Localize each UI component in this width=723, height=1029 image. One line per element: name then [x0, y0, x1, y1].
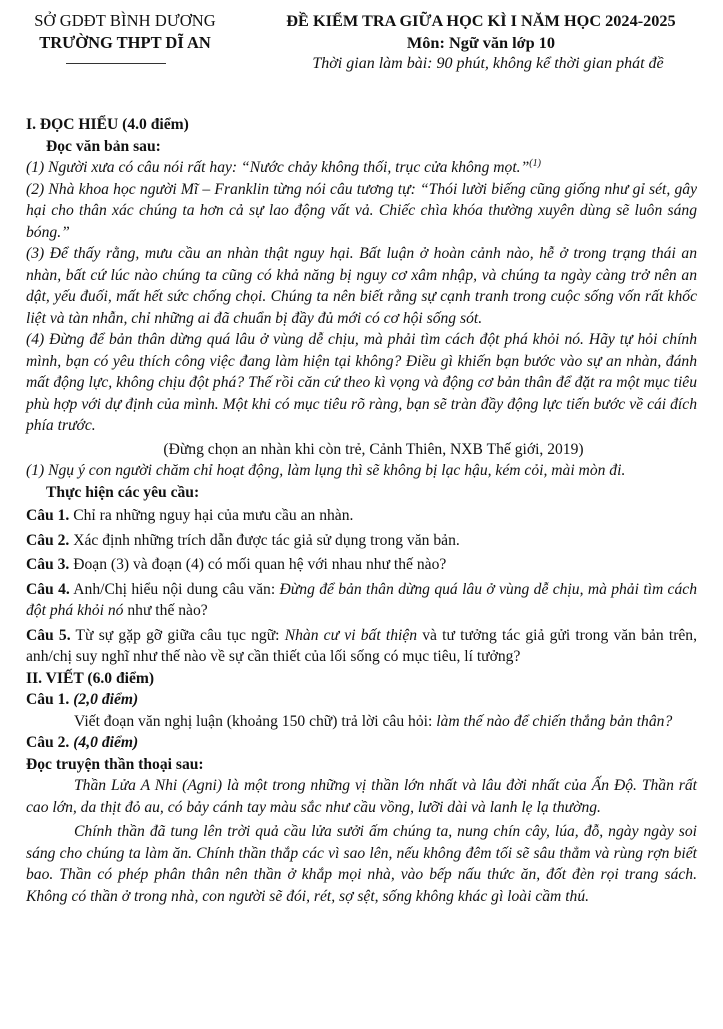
- question-1: [26, 505, 697, 527]
- part1-heading: I. ĐỌC HIỂU (4.0 điểm): [26, 116, 189, 133]
- question-points: (4,0 điểm): [73, 734, 139, 751]
- question-3: [26, 554, 697, 576]
- question-text: Từ sự gặp gỡ giữa câu tục ngữ:: [70, 626, 285, 644]
- question-label: Câu 4.: [26, 580, 70, 598]
- question-text: Chỉ ra những nguy hại của mưu cầu an nhàn.: [69, 507, 354, 524]
- passage-source: (Đừng chọn an nhàn khi còn trẻ, Cảnh Thiên, NXB Thế giới, 2019): [163, 440, 584, 458]
- header-right: [243, 10, 719, 75]
- question-tail: như thế nào?: [123, 602, 208, 619]
- time-line: Thời gian làm bài: 90 phút, không kể thời gian phát đề: [312, 55, 664, 72]
- question-4: [26, 579, 697, 622]
- question-5: [26, 625, 697, 668]
- header-left: [0, 10, 250, 53]
- question-label: Câu 3.: [26, 556, 70, 573]
- passage-paragraph-3: (3) Để thấy rằng, mưu cầu an nhàn thật nguy hại. Bất luận ở hoàn cảnh nào, hễ ở trong trạng thái an nhàn, bất cứ lúc nào chúng ta cũng có khả năng bị nguy cơ xâm nhập, và chúng ta ngày càng trở nên an dật, yếu đuối, mất hết sức chống chọi. Chúng ta nên biết rằng sự cạnh tranh trong cuộc sống vốn rất khốc liệt và tàn nhẫn, chỉ những ai đã chuẩn bị đầy đủ mới có cơ hội sống sót.: [26, 245, 697, 327]
- question-quote: Đừng để bản thân dừng quá lâu ở vùng dễ chịu, mà phải tìm cách đột phá khỏi nó: [26, 580, 697, 619]
- writing-question-1-title: [26, 689, 697, 711]
- question-quote: làm thế nào để chiến thắng bản thân?: [436, 712, 673, 730]
- passage-paragraph-1-text: (1) Người xưa có câu nói rất hay: “Nước chảy không thối, trục cửa không mọt.”: [26, 159, 530, 176]
- question-points: (2,0 điểm): [73, 691, 139, 708]
- writing-question-1-text: [26, 711, 697, 733]
- part2-heading: II. VIẾT (6.0 điểm): [26, 669, 155, 687]
- header-divider: [66, 63, 166, 64]
- footnote-marker: (1): [529, 157, 541, 169]
- question-text: Xác định những trích dẫn được tác giả sử dụng trong văn bản.: [69, 531, 460, 549]
- story-paragraph-2: Chính thần đã tung lên trời quả cầu lửa sưởi ấm chúng ta, nung chín cây, lúa, đỗ, ngày ngày soi sáng cho chúng ta làm ăn. Chính thần thắp các vì sao lên, nếu không đêm tối sẽ sâu thẳm và rùng rợn biết bao. Thần có phép phân thân nên thần ở khắp mọi nhà, vào bếp nấu thức ăn, đốt đèn rọi trang sách. Không có thần ở trong nhà, con người sẽ đói, rét, sợ sệt, sống không khác gì loài cầm thú.: [26, 823, 697, 905]
- question-text: Anh/Chị hiểu nội dung câu văn:: [69, 580, 280, 598]
- read-label: Đọc văn bản sau:: [46, 137, 161, 155]
- subject-line: Môn: Ngữ văn lớp 10: [406, 32, 556, 52]
- school-name: TRƯỜNG THPT DĨ AN: [39, 32, 211, 52]
- department-name: SỞ GDĐT BÌNH DƯƠNG: [34, 11, 216, 30]
- footnote: (1) Ngụ ý con người chăm chỉ hoạt động, làm lụng thì sẽ không bị lạc hậu, kém cỏi, mài mòn đi.: [26, 462, 626, 479]
- question-label: Câu 1.: [26, 691, 70, 708]
- question-2: [26, 530, 697, 552]
- question-label: Câu 2.: [26, 734, 70, 751]
- story-paragraph-1: Thần Lửa A Nhi (Agni) là một trong những vị thần lớn nhất và lâu đời nhất của Ấn Độ. Thần rất cao lớn, da thịt đỏ au, có bảy cánh tay màu sắc như cầu vồng, lưỡi dài và lanh lẹ lạ thường.: [26, 777, 697, 816]
- writing-question-2-title: [26, 732, 697, 754]
- question-text: Đoạn (3) và đoạn (4) có mối quan hệ với nhau như thế nào?: [69, 556, 447, 573]
- question-quote: Nhàn cư vi bất thiện: [284, 626, 418, 644]
- passage-paragraph-2: (2) Nhà khoa học người Mĩ – Franklin từng nói câu tương tự: “Thói lười biếng cũng giống như gỉ sét, gây hại cho thân xác chúng ta hơn cả sự lao động vất vả. Chiếc chìa khóa thường xuyên dùng sẽ luôn sáng bóng.”: [26, 180, 697, 241]
- requirements-label: Thực hiện các yêu cầu:: [46, 483, 200, 501]
- exam-title: ĐỀ KIỂM TRA GIỮA HỌC KÌ I NĂM HỌC 2024-2025: [286, 11, 676, 30]
- passage-paragraph-4: (4) Đừng để bản thân dừng quá lâu ở vùng dễ chịu, mà phải tìm cách đột phá khỏi nó. Hãy tự hỏi chính mình, bạn có yêu thích công việc đang làm hiện tại không? Điều gì khiến bạn bước vào sự an nhàn, đánh mất động lực, không chịu đột phá? Thế rồi căn cứ theo kì vọng và động cơ bản thân để đặt ra một mục tiêu phù hợp với dự định của mình. Một khi có mục tiêu rõ ràng, bạn sẽ tràn đầy động lực tiến bước về cái đích phía trước.: [26, 331, 697, 434]
- question-tail: và tư tưởng tác giả gửi trong văn bản trên, anh/chị suy nghĩ như thế nào về sự cần thiết của lối sống có mục tiêu, lí tưởng?: [26, 626, 698, 665]
- question-label: Câu 2.: [26, 531, 70, 549]
- exam-body: [26, 114, 697, 907]
- story-label: Đọc truyện thần thoại sau:: [26, 755, 204, 773]
- question-label: Câu 1.: [26, 507, 70, 524]
- question-text: Viết đoạn văn nghị luận (khoảng 150 chữ) trả lời câu hỏi:: [74, 712, 437, 730]
- passage-paragraph-1: [26, 157, 697, 179]
- question-label: Câu 5.: [26, 626, 71, 644]
